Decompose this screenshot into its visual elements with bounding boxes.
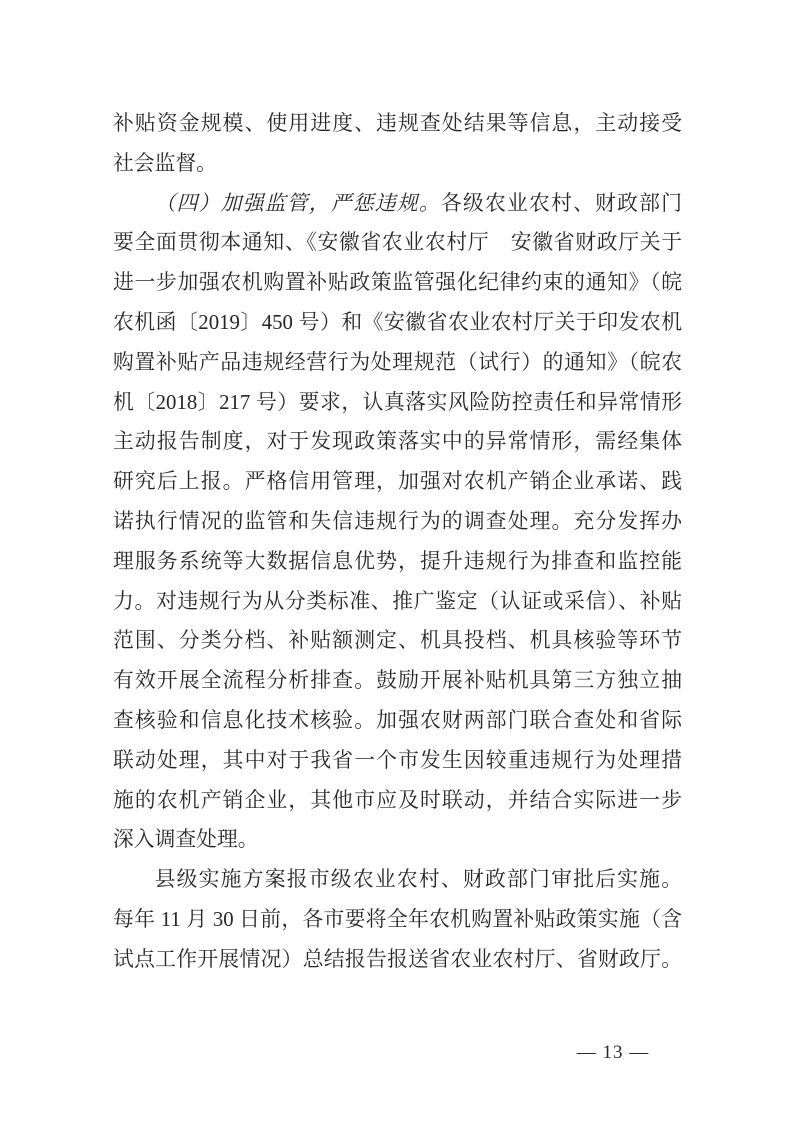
body-text: 机〔2018〕217 号）要求，认真落实风险防控责任和异常情形 [113,390,682,414]
text-line [113,144,682,184]
kai-emphasis-text: （四）加强监管，严惩违规。 [154,191,441,215]
body-text: 补贴资金规模、使用进度、违规查处结果等信息，主动接受 [113,112,682,135]
text-line [113,383,682,423]
body-text: 深入调查处理。 [113,828,259,852]
text-line [113,303,682,343]
text-line [113,621,682,661]
body-text: 各级农业农村、财政部门 [440,191,682,215]
body-text: 有效开展全流程分析排查。鼓励开展补贴机具第三方独立抽 [113,669,682,693]
body-text: 要全面贯彻本通知、《安徽省农业农村厅 安徽省财政厅关于 [113,231,682,255]
text-line [113,184,682,224]
body-text: 范围、分类分档、补贴额测定、机具投档、机具核验等环节 [113,629,682,653]
body-text: 县级实施方案报市级农业农村、财政部门审批后实施。 [154,868,682,892]
text-line [113,104,682,144]
body-text: 试点工作开展情况）总结报告报送省农业农村厅、省财政厅。 [113,947,682,971]
text-line [113,263,682,303]
text-line [113,223,682,263]
body-text: 主动报告制度，对于发现政策落实中的异常情形，需经集体 [113,430,682,454]
body-text: 诺执行情况的监管和失信违规行为的调查处理。充分发挥办 [113,509,682,533]
body-text: 进一步加强农机购置补贴政策监管强化纪律约束的通知》（皖 [113,271,682,295]
body-text: 力。对违规行为从分类标准、推广鉴定（认证或采信）、补贴 [113,589,682,613]
text-line [113,661,682,701]
body-text: 购置补贴产品违规经营行为处理规范（试行）的通知》（皖农 [113,350,682,374]
text-line [113,542,682,582]
text-line [113,860,682,900]
text-line [113,343,682,383]
text-line [113,502,682,542]
body-text: 社会监督。 [113,151,217,175]
text-line [113,462,682,502]
body-text: 农机函〔2019〕450 号）和《安徽省农业农村厅关于印发农机 [113,310,682,334]
text-line [113,422,682,462]
body-text: 研究后上报。严格信用管理，加强对农机产销企业承诺、践 [113,470,682,494]
text-line [113,582,682,622]
body-text: 理服务系统等大数据信息优势，提升违规行为排查和监控能 [113,549,682,573]
page-number: — 13 — [576,1042,650,1063]
text-line [113,820,682,860]
body-text: 施的农机产销企业，其他市应及时联动，并结合实际进一步 [113,788,682,812]
text-line [113,940,682,980]
body-text: 联动处理，其中对于我省一个市发生因较重违规行为处理措 [113,748,682,772]
text-line [113,781,682,821]
text-line [113,701,682,741]
text-line [113,900,682,940]
body-text: 查核验和信息化技术核验。加强农财两部门联合查处和省际 [113,708,682,732]
body-text: 每年 11 月 30 日前，各市要将全年农机购置补贴政策实施（含 [113,907,682,931]
document-body [113,104,682,980]
text-line [113,741,682,781]
